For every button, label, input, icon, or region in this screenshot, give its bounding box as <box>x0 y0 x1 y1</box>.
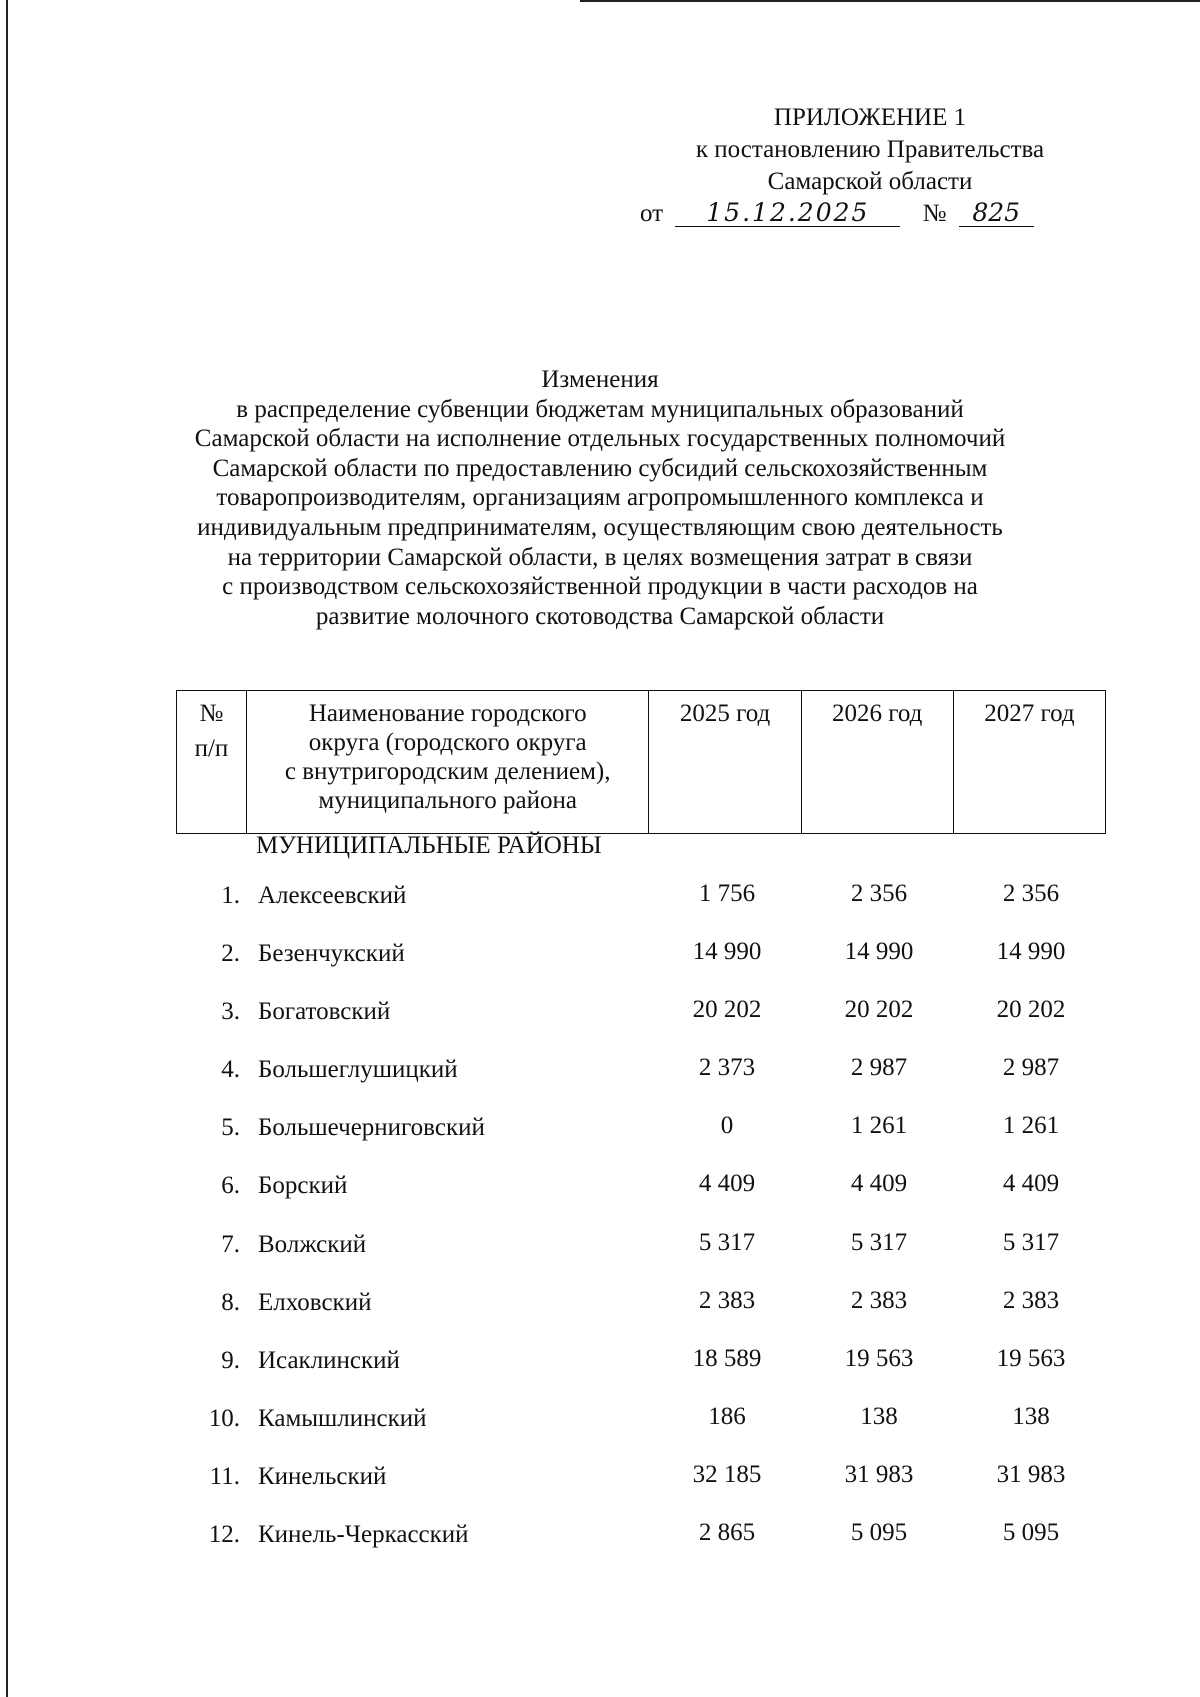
header-name-line: с внутригородским делением), <box>284 758 611 785</box>
header-name-line: муниципального района <box>318 787 578 814</box>
row-value-2026: 2 356 <box>850 880 908 907</box>
row-number: 1. <box>221 882 240 909</box>
row-number: 12. <box>208 1521 240 1549</box>
row-value-2025: 2 383 <box>698 1286 756 1314</box>
row-value-2026: 31 983 <box>844 1460 914 1488</box>
document-heading <box>150 365 1050 631</box>
row-district: Безенчукский <box>258 940 405 968</box>
row-value-2026: 5 095 <box>850 1519 908 1547</box>
row-district: Большечерниговский <box>258 1114 485 1142</box>
heading-title: Изменения <box>541 366 659 393</box>
row-value-2027: 5 317 <box>1002 1228 1060 1256</box>
row-value-2026: 138 <box>860 1402 898 1430</box>
row-value-2025: 1 756 <box>698 880 756 907</box>
heading-line: на территории Самарской области, в целях возмещения затрат в связи <box>227 543 973 571</box>
row-number: 6. <box>221 1172 240 1200</box>
row-district: Исаклинский <box>258 1346 400 1374</box>
table-row <box>176 870 1106 928</box>
header-2027: 2027 год <box>953 691 1105 834</box>
row-number: 10. <box>208 1404 240 1432</box>
row-value-2025: 4 409 <box>698 1170 756 1198</box>
row-number: 7. <box>221 1230 240 1258</box>
row-value-2025: 14 990 <box>692 938 762 966</box>
row-value-2025: 186 <box>708 1402 746 1430</box>
row-number: 8. <box>221 1288 240 1316</box>
table-row <box>176 986 1106 1044</box>
row-value-2027: 2 383 <box>1002 1286 1060 1314</box>
date-label: от <box>640 200 664 227</box>
row-value-2026: 20 202 <box>844 996 914 1024</box>
row-value-2025: 5 317 <box>698 1228 756 1256</box>
row-value-2027: 19 563 <box>996 1344 1066 1372</box>
row-district: Богатовский <box>258 998 391 1026</box>
table-row <box>176 1509 1106 1567</box>
header-number <box>177 691 247 834</box>
row-district: Борский <box>258 1172 348 1200</box>
row-value-2025: 18 589 <box>692 1344 762 1372</box>
row-value-2025: 2 865 <box>698 1519 756 1547</box>
table-row <box>176 1160 1106 1218</box>
heading-line: в распределение субвенции бюджетам муниципальных образований <box>236 395 964 423</box>
table-body <box>176 870 1106 1567</box>
row-value-2026: 4 409 <box>850 1170 908 1198</box>
header-number-line: № <box>199 700 224 727</box>
row-value-2027: 4 409 <box>1002 1170 1060 1198</box>
table-header-row <box>177 691 1106 834</box>
table-row <box>176 1102 1106 1160</box>
distribution-table-header <box>176 690 1106 834</box>
row-value-2027: 14 990 <box>996 938 1066 966</box>
scan-top-edge <box>580 0 1200 2</box>
heading-line: Самарской области по предоставлению субсидий сельскохозяйственным <box>212 454 988 482</box>
row-value-2025: 20 202 <box>692 996 762 1024</box>
row-number: 5. <box>221 1114 240 1142</box>
row-district: Кинельский <box>258 1462 387 1490</box>
row-value-2027: 138 <box>1012 1402 1050 1430</box>
appendix-title: ПРИЛОЖЕНИЕ 1 <box>773 104 967 131</box>
table-row <box>176 928 1106 986</box>
row-value-2025: 32 185 <box>692 1460 762 1488</box>
heading-line: товаропроизводителям, организациям агропромышленного комплекса и <box>216 484 984 512</box>
row-value-2027: 31 983 <box>996 1460 1066 1488</box>
row-value-2027: 5 095 <box>1002 1519 1060 1547</box>
row-value-2026: 2 987 <box>850 1054 908 1082</box>
handwritten-number: 825 <box>959 200 1034 227</box>
row-value-2027: 20 202 <box>996 996 1066 1024</box>
header-number-line: п/п <box>194 735 229 762</box>
row-value-2026: 19 563 <box>844 1344 914 1372</box>
row-district: Алексеевский <box>258 882 407 909</box>
heading-line: Самарской области на исполнение отдельных государственных полномочий <box>194 425 1006 453</box>
row-value-2026: 14 990 <box>844 938 914 966</box>
row-number: 2. <box>221 940 240 968</box>
row-value-2027: 2 987 <box>1002 1054 1060 1082</box>
row-district: Елховский <box>258 1288 372 1316</box>
row-value-2026: 1 261 <box>850 1112 908 1140</box>
header-2025: 2025 год <box>649 691 801 834</box>
table-row <box>176 1277 1106 1335</box>
row-value-2026: 2 383 <box>850 1286 908 1314</box>
row-value-2026: 5 317 <box>850 1228 908 1256</box>
heading-line: индивидуальным предпринимателям, осуществляющим свою деятельность <box>197 513 1003 541</box>
row-value-2027: 1 261 <box>1002 1112 1060 1140</box>
appendix-block <box>640 102 1100 227</box>
table-row <box>176 1335 1106 1393</box>
row-district: Кинель-Черкасский <box>258 1521 469 1549</box>
table-row <box>176 1044 1106 1102</box>
heading-line: с производством сельскохозяйственной продукции в части расходов на <box>222 573 978 601</box>
table-row <box>176 1219 1106 1277</box>
table-row <box>176 1393 1106 1451</box>
header-name-line: округа (городского округа <box>308 729 587 756</box>
row-district: Большеглушицкий <box>258 1056 458 1084</box>
header-name-line: Наименование городского <box>308 700 587 727</box>
number-label: № <box>922 200 947 227</box>
row-number: 4. <box>221 1056 240 1084</box>
scan-left-edge <box>6 0 8 1697</box>
header-name <box>246 691 649 834</box>
row-value-2025: 0 <box>720 1112 734 1140</box>
table-row <box>176 1451 1106 1509</box>
row-district: Волжский <box>258 1230 367 1258</box>
row-number: 3. <box>221 998 240 1026</box>
appendix-line-2: к постановлению Правительства <box>695 136 1045 163</box>
row-value-2025: 2 373 <box>698 1054 756 1082</box>
section-title: МУНИЦИПАЛЬНЫЕ РАЙОНЫ <box>256 832 602 859</box>
row-number: 9. <box>221 1346 240 1374</box>
resolution-reference <box>640 198 1100 230</box>
header-2026: 2026 год <box>801 691 953 834</box>
heading-line: развитие молочного скотоводства Самарской области <box>315 602 885 630</box>
row-number: 11. <box>209 1462 240 1490</box>
appendix-line-3: Самарской области <box>767 168 973 195</box>
row-district: Камышлинский <box>258 1404 427 1432</box>
handwritten-date: 15.12.2025 <box>675 200 900 227</box>
row-value-2027: 2 356 <box>1002 880 1060 907</box>
